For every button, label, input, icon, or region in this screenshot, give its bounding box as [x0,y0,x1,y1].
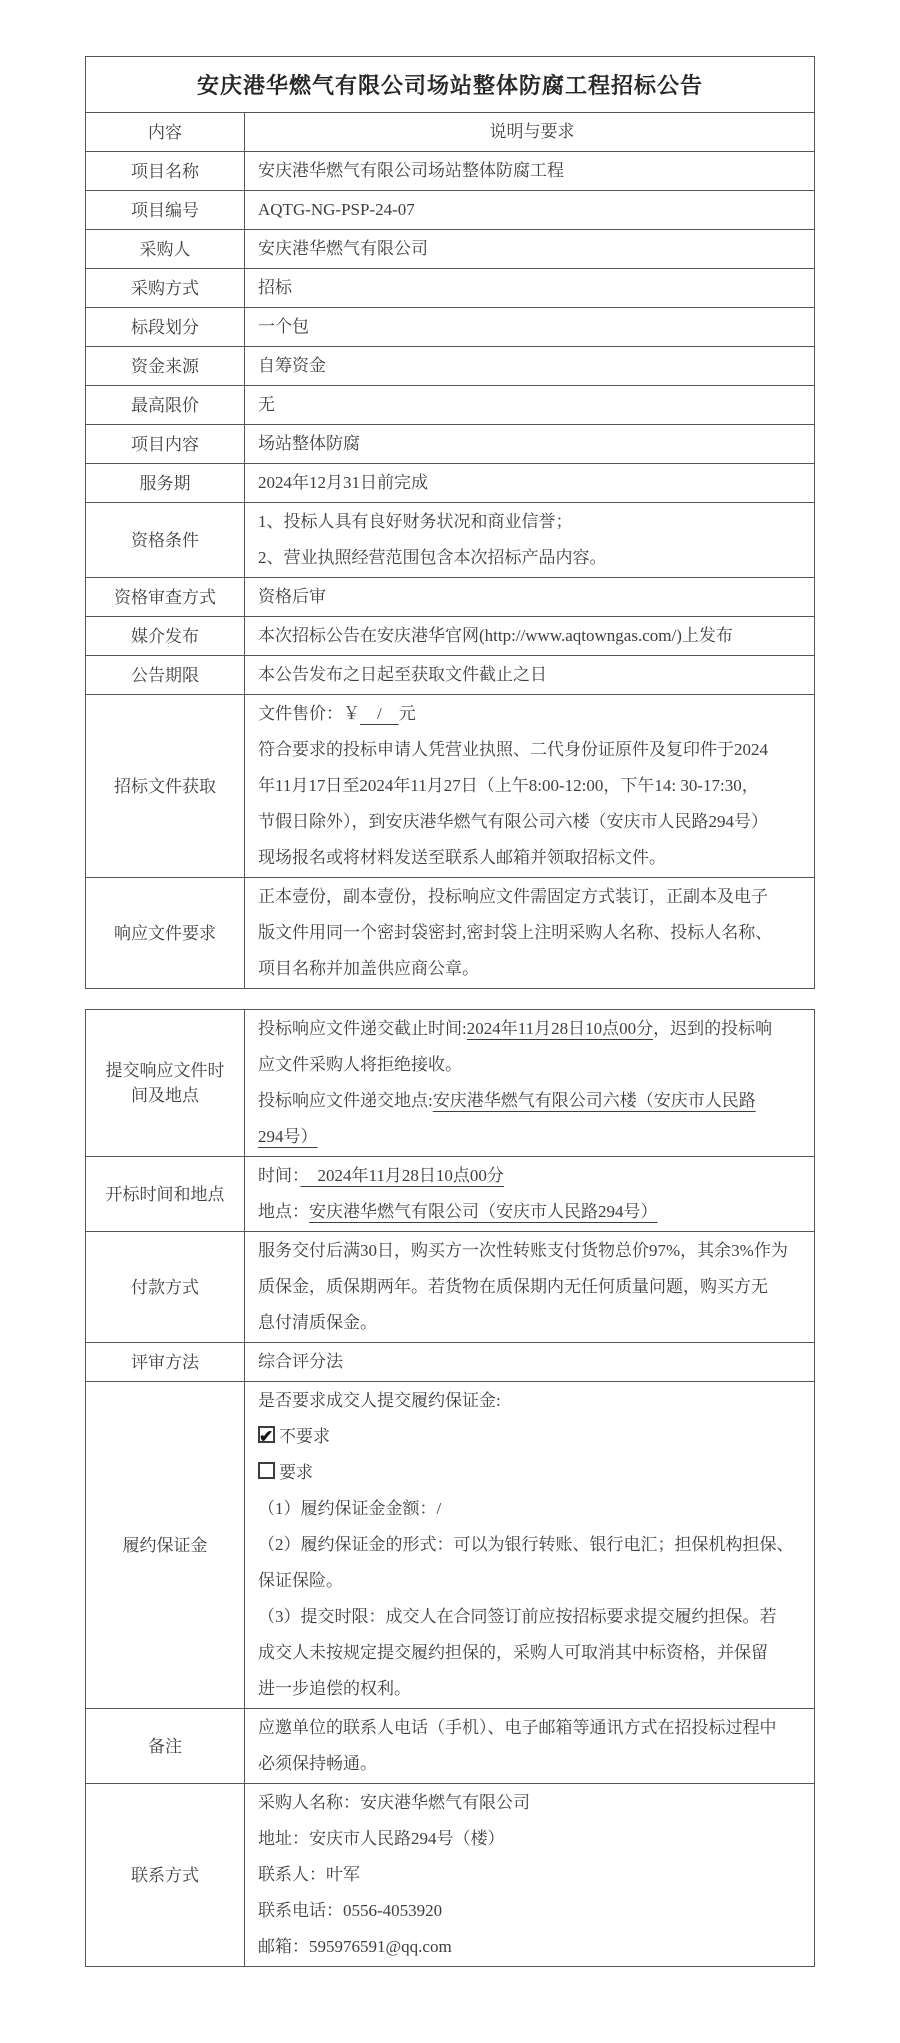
content-line [258,1671,806,1707]
row-label: 项目编号 [86,191,245,230]
content-line [258,231,806,267]
content-line [258,465,806,501]
table-row [86,617,815,656]
row-value [245,113,815,152]
text-segment: 本公告发布之日起至获取文件截止之日 [258,665,547,684]
text-segment: 保证保险。 [258,1571,343,1590]
content-line [258,1785,806,1821]
text-segment: 版文件用同一个密封袋密封,密封袋上注明采购人名称、投标人名称、 [258,923,773,942]
content-line [258,1455,806,1491]
content-line [258,387,806,423]
row-value [245,425,815,464]
row-label: 资金来源 [86,347,245,386]
table-row [86,1343,815,1382]
row-label: 资格条件 [86,503,245,578]
table-row [86,578,815,617]
row-label: 标段划分 [86,308,245,347]
underlined-text-segment: / [360,704,399,723]
text-segment: 联系人：叶军 [258,1865,360,1884]
row-label: 履约保证金 [86,1382,245,1709]
content-line [258,696,806,732]
row-value [245,230,815,269]
row-value [245,617,815,656]
content-line [258,270,806,306]
text-segment: 时间： [258,1166,301,1185]
content-line [258,657,806,693]
content-line [258,879,806,915]
text-segment: 元 [398,704,416,723]
text-segment: 综合评分法 [258,1352,343,1371]
table-row [86,1157,815,1232]
content-line [258,1305,806,1341]
content-line [258,1119,806,1155]
content-line [258,1011,806,1047]
content-line [258,732,806,768]
row-label: 项目名称 [86,152,245,191]
checkbox-checked-icon [258,1426,275,1443]
table-row [86,1709,815,1784]
row-label: 最高限价 [86,386,245,425]
row-value [245,1010,815,1157]
text-segment: 本次招标公告在安庆港华官网(http://www.aqtowngas.com/)上发布 [258,626,733,645]
text-segment: 年11月17日至2024年11月27日（上午8:00-12:00，下午14: 30-17:30， [258,776,759,795]
content-line [258,840,806,876]
content-line [258,915,806,951]
submission-table-body [86,1010,815,1967]
row-label: 内容 [86,113,245,152]
row-label: 付款方式 [86,1232,245,1343]
table-row [86,1010,815,1157]
text-segment: 质保金，质保期两年。若货物在质保期内无任何质量问题，购买方无 [258,1277,768,1296]
table-row [86,878,815,989]
text-segment: 成交人未按规定提交履约担保的，采购人可取消其中标资格，并保留 [258,1643,768,1662]
text-segment: 正本壹份，副本壹份，投标响应文件需固定方式装订，正副本及电子 [258,887,768,906]
content-line [258,1383,806,1419]
content-line [258,192,806,228]
content-line [258,1527,806,1563]
content-line [258,804,806,840]
text-segment: 2024年12月31日前完成 [258,473,428,492]
content-line [258,1194,806,1230]
text-segment: 安庆港华燃气有限公司场站整体防腐工程 [258,161,564,180]
content-line [258,1710,806,1746]
row-value [245,695,815,878]
row-label: 采购人 [86,230,245,269]
text-segment: 采购人名称：安庆港华燃气有限公司 [258,1793,530,1812]
row-value [245,191,815,230]
tender-announcement-table [85,56,815,989]
text-segment: 地点： [258,1202,309,1221]
row-value [245,1157,815,1232]
row-label: 服务期 [86,464,245,503]
submission-and-contact-table [85,1009,815,1967]
text-segment: 投标响应文件递交截止时间: [258,1019,467,1038]
table-row [86,347,815,386]
row-value [245,1343,815,1382]
table-row [86,1382,815,1709]
tender-table-body [86,113,815,989]
row-label: 提交响应文件时间及地点 [86,1010,245,1157]
row-label: 备注 [86,1709,245,1784]
table-row [86,695,815,878]
content-line [258,618,806,654]
content-line [258,1419,806,1455]
text-segment: ，迟到的投标响 [653,1019,773,1038]
content-line [258,1821,806,1857]
text-segment: 资格后审 [258,587,326,606]
content-line [258,309,806,345]
row-label: 开标时间和地点 [86,1157,245,1232]
text-segment: （2）履约保证金的形式：可以为银行转账、银行电汇；担保机构担保、 [258,1535,794,1554]
content-line [258,1083,806,1119]
row-value [245,464,815,503]
row-label: 采购方式 [86,269,245,308]
row-value [245,1382,815,1709]
text-segment: 息付清质保金。 [258,1313,377,1332]
row-value [245,503,815,578]
table-row [86,191,815,230]
row-value [245,1784,815,1967]
row-label: 资格审查方式 [86,578,245,617]
content-line [258,1929,806,1965]
text-segment: 2、营业执照经营范围包含本次招标产品内容。 [258,548,607,567]
table-row [86,464,815,503]
row-label: 评审方法 [86,1343,245,1382]
row-value [245,152,815,191]
text-segment: （3）提交时限：成交人在合同签订前应按招标要求提交履约担保。若 [258,1607,777,1626]
content-line [258,1344,806,1380]
table-row [86,113,815,152]
content-line [258,1158,806,1194]
text-segment: 邮箱：595976591@qq.com [258,1937,452,1956]
content-line [258,1233,806,1269]
row-value [245,878,815,989]
text-segment: 现场报名或将材料发送至联系人邮箱并领取招标文件。 [258,848,666,867]
text-segment: 招标 [258,278,292,297]
text-segment: 进一步追偿的权利。 [258,1679,411,1698]
content-line [258,1491,806,1527]
content-line [258,348,806,384]
text-segment: AQTG-NG-PSP-24-07 [258,200,415,219]
content-line [258,579,806,615]
row-label: 公告期限 [86,656,245,695]
text-segment: 必须保持畅通。 [258,1754,377,1773]
row-value [245,1232,815,1343]
content-line [258,1599,806,1635]
row-value [245,386,815,425]
row-value [245,578,815,617]
text-segment: 应文件采购人将拒绝接收。 [258,1055,462,1074]
content-line [258,1563,806,1599]
content-line [258,1893,806,1929]
row-label: 响应文件要求 [86,878,245,989]
checkbox-empty-icon [258,1462,275,1479]
content-line [258,1857,806,1893]
table-row [86,503,815,578]
table-row [86,1784,815,1967]
table-row [86,425,815,464]
text-segment: 无 [258,395,275,414]
text-segment: 自筹资金 [258,356,326,375]
content-line [258,1635,806,1671]
text-segment: 联系电话：0556-4053920 [258,1901,443,1920]
underlined-text-segment: 安庆港华燃气有限公司六楼（安庆市人民路 [432,1091,756,1110]
text-segment: 投标响应文件递交地点: [258,1091,433,1110]
text-segment: 一个包 [258,317,309,336]
row-label: 项目内容 [86,425,245,464]
text-segment: 不要求 [279,1427,330,1446]
row-label: 联系方式 [86,1784,245,1967]
text-segment: 1、投标人具有良好财务状况和商业信誉； [258,512,573,531]
content-line [258,114,806,150]
text-segment: 地址：安庆市人民路294号（楼） [258,1829,505,1848]
table-row [86,269,815,308]
underlined-text-segment: 2024年11月28日10点00分 [300,1166,504,1185]
row-value [245,1709,815,1784]
underlined-text-segment: 2024年11月28日10点00分 [466,1019,654,1038]
content-line [258,951,806,987]
content-line [258,768,806,804]
text-segment: 说明与要求 [489,122,575,141]
table-row [86,656,815,695]
content-line [258,1746,806,1782]
text-segment: 是否要求成交人提交履约保证金: [258,1391,501,1410]
text-segment: 文件售价：￥ [258,704,360,723]
content-line [258,504,806,540]
text-segment: （1）履约保证金金额：/ [258,1499,442,1518]
content-line [258,1269,806,1305]
content-line [258,153,806,189]
text-segment: 节假日除外），到安庆港华燃气有限公司六楼（安庆市人民路294号） [258,812,768,831]
text-segment: 符合要求的投标申请人凭营业执照、二代身份证原件及复印件于2024 [258,740,768,759]
table-row [86,308,815,347]
document-title: 安庆港华燃气有限公司场站整体防腐工程招标公告 [86,57,815,113]
table-row [86,1232,815,1343]
row-value [245,308,815,347]
title-row [86,57,815,113]
row-value [245,269,815,308]
text-segment: 要求 [279,1463,313,1482]
table-row [86,230,815,269]
row-value [245,656,815,695]
content-line [258,426,806,462]
text-segment: 项目名称并加盖供应商公章。 [258,959,479,978]
content-line [258,540,806,576]
table-row [86,152,815,191]
text-segment: 应邀单位的联系人电话（手机）、电子邮箱等通讯方式在招投标过程中 [258,1718,777,1737]
text-segment: 安庆港华燃气有限公司 [258,239,428,258]
text-segment: 服务交付后满30日，购买方一次性转账支付货物总价97%，其余3%作为 [258,1241,788,1260]
underlined-text-segment: 安庆港华燃气有限公司（安庆市人民路294号） [309,1202,658,1221]
underlined-text-segment: 294号） [258,1127,318,1146]
text-segment: 场站整体防腐 [258,434,360,453]
document-page [85,56,815,1967]
content-line [258,1047,806,1083]
row-label: 媒介发布 [86,617,245,656]
row-label: 招标文件获取 [86,695,245,878]
row-value [245,347,815,386]
table-row [86,386,815,425]
